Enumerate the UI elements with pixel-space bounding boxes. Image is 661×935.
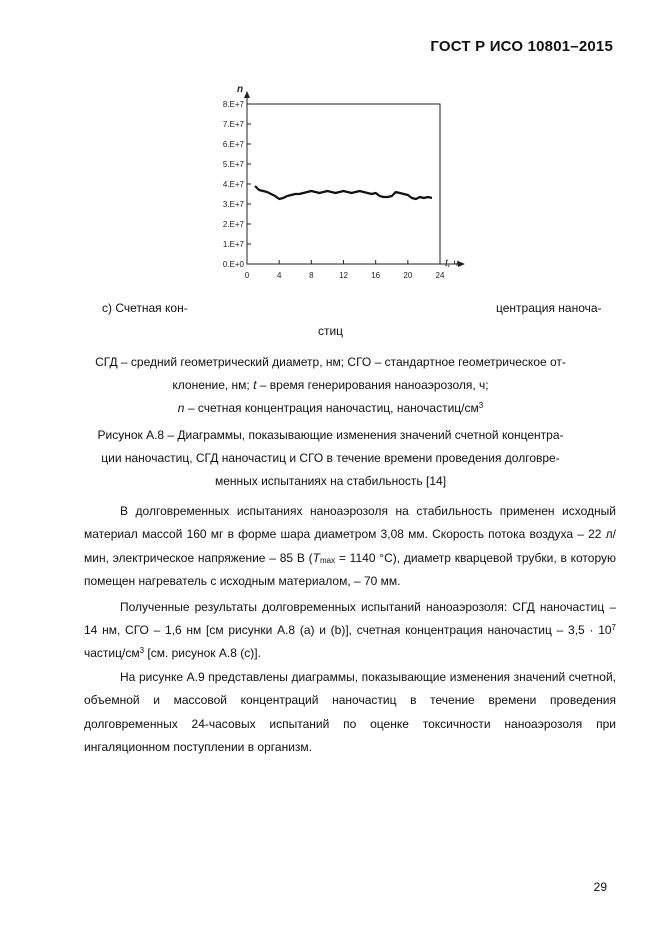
x-tick-label: 16 (371, 271, 381, 280)
plot-frame (247, 104, 440, 264)
figure-caption-line-3: менных испытаниях на стабильность [14] (214, 474, 447, 488)
x-axis-label: t, ч (445, 258, 459, 269)
x-tick-label: 20 (403, 271, 413, 280)
y-axis-label: n (237, 84, 244, 95)
subfigure-label-left: c) Счетная кон- (102, 301, 188, 315)
paragraph-3: На рисунке А.9 представлены диаграммы, показывающие изменения значений счетной, объемной и массовой концентраций наночастиц в течение времени проведения долговременных 24-часовых испытаний по оценке токсичности наноаэрозоля при ингаляционном поступлении в организм. (84, 669, 616, 755)
y-tick-label: 7.E+7 (222, 120, 244, 129)
subfigure-label-wrap: стиц (317, 324, 344, 338)
y-tick-label: 2.E+7 (222, 220, 244, 229)
y-tick-label: 0.E+0 (222, 260, 244, 269)
legend-line-3: n – счетная концентрация наночастиц, наночастиц/$см^3$ (177, 401, 484, 415)
document-header-title: ГОСТ Р ИСО 10801–2015 (430, 38, 613, 55)
x-tick-label: 24 (435, 271, 445, 280)
y-tick-label: 8.E+7 (222, 100, 244, 109)
body-text (84, 500, 616, 759)
y-tick-label: 5.E+7 (222, 160, 244, 169)
subfigure-label-right: центрация наноча- (496, 301, 602, 315)
paragraph-1: В долговременных испытаниях наноаэрозоля на стабильность применен исходный материал массой 160 мг в форме шара диаметром 3,08 мм. Скорость потока воздуха – 22 л/мин, электрическое напряжение – 85 В ($T_{max} = 1140$ °С), диаметр кварцевой трубки, в которую помещен нагреватель с исходным материалом, – 70 мм. (84, 504, 617, 589)
y-axis-arrow (244, 91, 250, 98)
page-number: 29 (593, 880, 607, 894)
y-tick-label: 1.E+7 (222, 240, 244, 249)
x-tick-label: 4 (276, 271, 282, 280)
y-tick-label: 3.E+7 (222, 200, 244, 209)
x-axis-arrow (458, 261, 465, 267)
y-tick-label: 4.E+7 (222, 180, 244, 189)
x-tick-label: 12 (339, 271, 348, 280)
y-tick-label: 6.E+7 (222, 140, 244, 149)
x-tick-label: 0 (244, 271, 250, 280)
paragraph-2: Полученные результаты долговременных испытаний наноаэрозоля: СГД наночастиц – 14 нм, СГО – 1,6 нм [см рисунки А.8 (а) и (b)], счетная концентрация наночастиц – $3,5 \cdot 10^7$ частиц/$см^3$ [см. рисунок А.8 (с)]. (84, 599, 616, 661)
figure-caption-line-1: Рисунок А.8 – Диаграммы, показывающие изменения значений счетной концентра- (97, 428, 564, 442)
legend-line-1: СГД – средний геометрический диаметр, нм; СГО – стандартное геометрическое от- (95, 355, 566, 369)
concentration-chart (200, 76, 480, 298)
concentration-chart-svg (200, 76, 480, 298)
concentration-series-line (255, 186, 432, 199)
x-tick-label: 8 (309, 271, 314, 280)
legend-line-2: клонение, нм; t – время генерирования наноаэрозоля, ч; (172, 378, 489, 392)
figure-caption-line-2: ции наночастиц, СГД наночастиц и СГО в течение времени проведения долговре- (101, 451, 560, 465)
